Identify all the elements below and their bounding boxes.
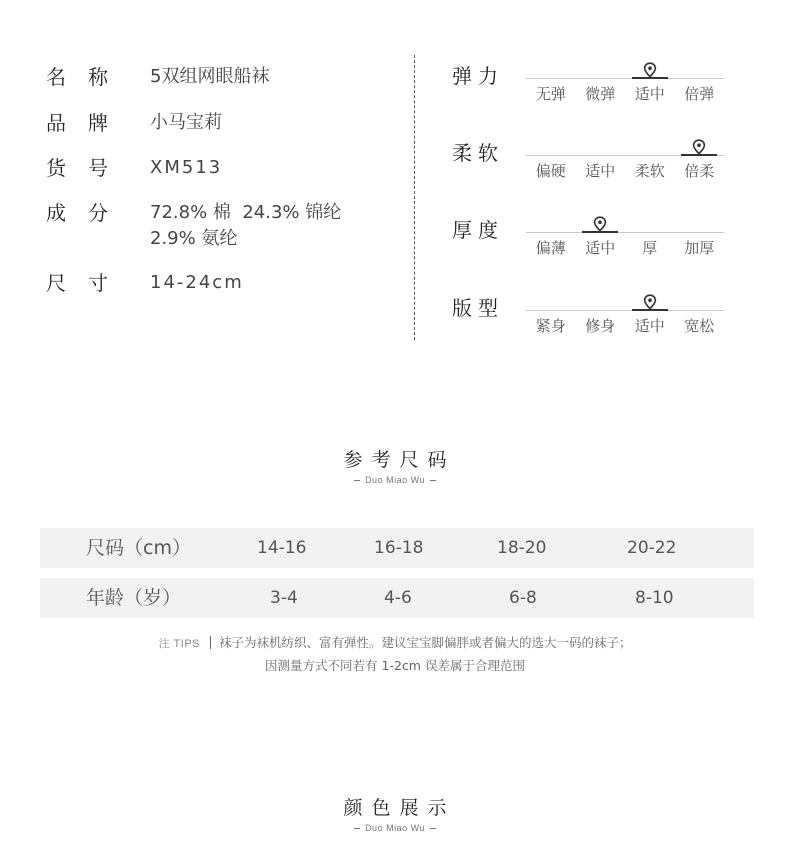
color-section-heading xyxy=(0,796,790,833)
attribute-option: 修身 xyxy=(585,317,616,335)
attribute-option: 无弹 xyxy=(535,85,566,103)
attribute-option: 偏薄 xyxy=(535,239,566,257)
info-row-name xyxy=(46,64,269,90)
size-cell: 6-8 xyxy=(509,588,537,608)
info-row-sku xyxy=(46,155,222,181)
tips-line: 因测量方式不同若有 1-2cm 误差属于合理范围 xyxy=(265,658,525,673)
tips-line xyxy=(0,632,790,655)
attribute-option: 偏硬 xyxy=(535,162,566,180)
attribute-option: 厚 xyxy=(642,239,658,257)
attribute-label: 版型 xyxy=(452,296,504,320)
attribute-option: 适中 xyxy=(634,85,665,103)
size-row-header: 年龄（岁） xyxy=(86,587,182,609)
info-label: 成分 xyxy=(46,201,130,225)
attribute-option: 微弹 xyxy=(585,85,616,103)
attribute-track xyxy=(526,78,724,79)
dashed-divider xyxy=(414,55,415,340)
info-label: 尺寸 xyxy=(46,271,130,295)
info-value-line: 14-24cm xyxy=(150,272,244,293)
location-pin-icon xyxy=(593,216,607,232)
size-cell: 8-10 xyxy=(635,588,674,608)
attribute-track xyxy=(526,310,724,311)
location-pin-icon xyxy=(643,294,657,310)
size-cell: 3-4 xyxy=(270,588,298,608)
size-cell: 20-22 xyxy=(627,538,677,558)
info-label: 货号 xyxy=(46,156,130,180)
info-value-line: XM513 xyxy=(150,157,223,178)
info-label: 品牌 xyxy=(46,111,130,135)
info-row-brand xyxy=(46,110,222,136)
attribute-fit xyxy=(452,296,732,336)
attribute-option: 适中 xyxy=(585,239,616,257)
size-table-row xyxy=(40,578,754,618)
info-label: 名称 xyxy=(46,65,130,89)
section-subtitle-text: Duo Miao Wu xyxy=(365,475,425,485)
info-value xyxy=(150,64,269,90)
attribute-option: 倍弹 xyxy=(684,85,715,103)
attribute-label: 厚度 xyxy=(452,218,504,242)
info-value-line: 2.9% 氨纶 xyxy=(150,228,238,249)
attribute-option: 宽松 xyxy=(684,317,715,335)
info-value xyxy=(150,110,222,136)
info-row-material xyxy=(46,200,341,252)
section-subtitle xyxy=(0,823,790,833)
attribute-option: 加厚 xyxy=(684,239,715,257)
info-value xyxy=(150,270,244,296)
attribute-option: 紧身 xyxy=(535,317,566,335)
attribute-option: 适中 xyxy=(634,317,665,335)
size-cell: 14-16 xyxy=(257,538,307,558)
attribute-option: 柔软 xyxy=(634,162,665,180)
tips-text: 袜子为袜机纺织、富有弹性。建议宝宝脚偏胖或者偏大的选大一码的袜子； xyxy=(219,635,632,650)
attribute-option: 倍柔 xyxy=(684,162,715,180)
section-subtitle-text: Duo Miao Wu xyxy=(365,823,425,833)
size-section-heading xyxy=(0,448,790,485)
section-title: 颜色展示 xyxy=(343,797,456,819)
attribute-softness xyxy=(452,141,732,181)
attribute-elasticity xyxy=(452,64,732,104)
size-table-row xyxy=(40,528,754,568)
info-value xyxy=(150,200,341,252)
size-cell: 4-6 xyxy=(384,588,412,608)
attribute-label: 柔软 xyxy=(452,141,504,165)
section-title: 参考尺码 xyxy=(343,449,456,471)
location-pin-icon xyxy=(643,62,657,78)
info-value-line: 5双组网眼船袜 xyxy=(150,66,270,87)
size-row-header: 尺码（cm） xyxy=(86,537,191,559)
tips-separator xyxy=(210,636,211,649)
info-value-line: 72.8% 棉 24.3% 锦纶 xyxy=(150,202,342,223)
attribute-option: 适中 xyxy=(585,162,616,180)
size-tips xyxy=(0,632,790,677)
info-row-size xyxy=(46,270,244,296)
size-cell: 18-20 xyxy=(497,538,547,558)
tips-label: 注 TIPS xyxy=(158,638,200,650)
info-value-line: 小马宝莉 xyxy=(150,112,222,133)
attribute-label: 弹力 xyxy=(452,64,504,88)
info-value xyxy=(150,155,222,181)
size-cell: 16-18 xyxy=(374,538,424,558)
attribute-thickness xyxy=(452,218,732,258)
location-pin-icon xyxy=(692,139,706,155)
section-subtitle xyxy=(0,475,790,485)
attribute-track xyxy=(526,232,724,233)
